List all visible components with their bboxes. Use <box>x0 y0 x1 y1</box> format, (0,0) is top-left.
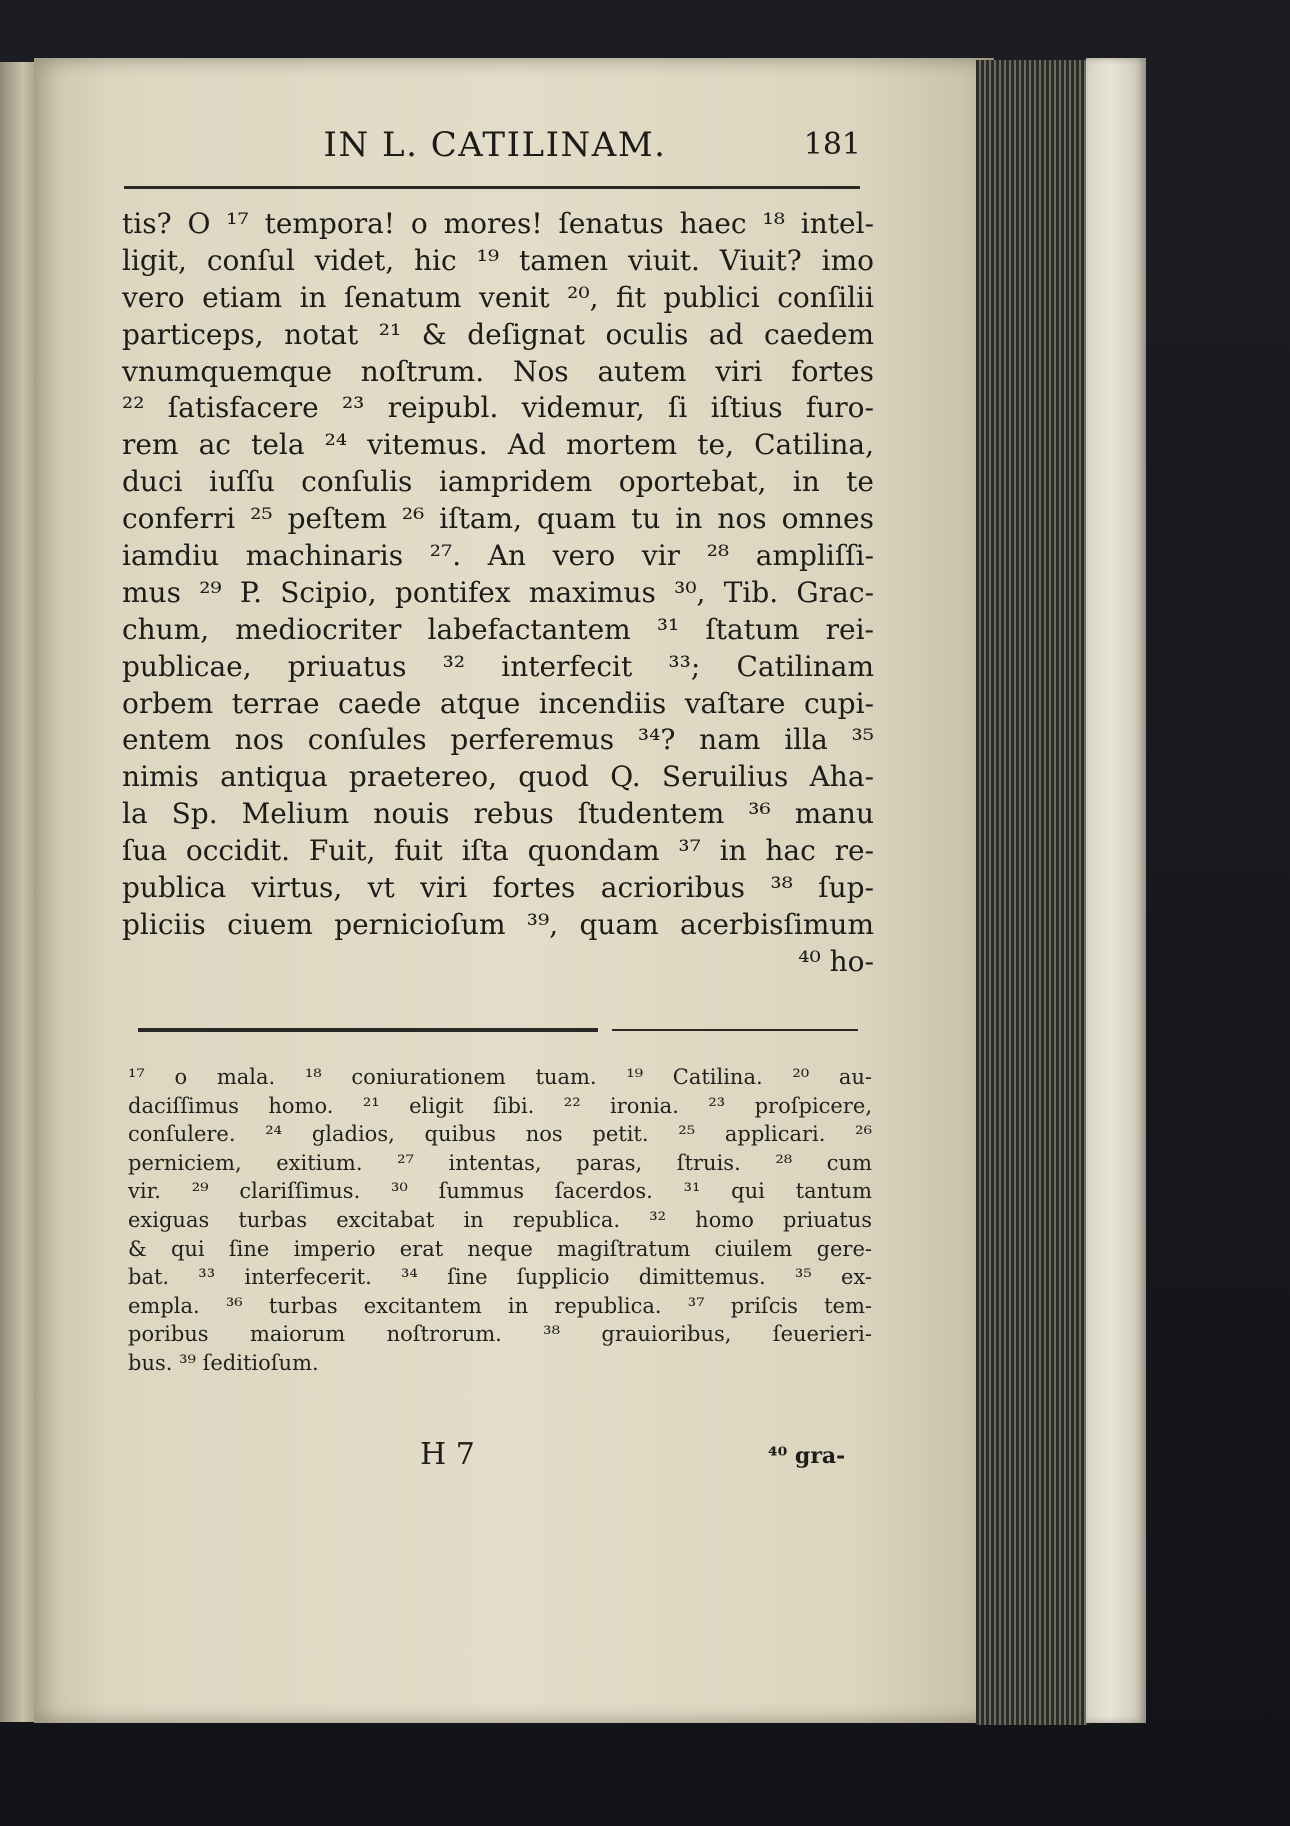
footnote-line: bus. ³⁹ ſeditioſum. <box>128 1350 319 1375</box>
footnote-line: daciſſimus homo. ²¹ eligit ſibi. ²² ironia. ²³ proſpicere, <box>128 1093 872 1118</box>
text-line: vero etiam in ſenatum venit ²⁰, fit publici conſilii <box>122 280 874 314</box>
footnote-line: bat. ³³ interfecerit. ³⁴ ſine ſupplicio dimittemus. ³⁵ ex- <box>128 1265 872 1290</box>
text-line: ²² ſatisfacere ²³ reipubl. videmur, ſi iſtius furo- <box>122 391 874 425</box>
text-line: ſua occidit. Fuit, fuit iſta quondam ³⁷ in hac re- <box>122 834 874 868</box>
text-line: iamdiu machinaris ²⁷. An vero vir ²⁸ ampliſſi- <box>122 539 874 573</box>
text-line: particeps, notat ²¹ & deſignat oculis ad caedem <box>122 317 874 351</box>
running-head <box>125 125 865 175</box>
footnote-line: & qui ſine imperio erat neque magiſtratum ciuilem gere- <box>128 1236 872 1261</box>
footnote-line: exiguas turbas excitabat in republica. ³² homo priuatus <box>128 1207 872 1232</box>
facing-page-edge <box>0 62 38 1722</box>
footnote-line: ¹⁷ o mala. ¹⁸ coniurationem tuam. ¹⁹ Catilina. ²⁰ au- <box>128 1065 872 1089</box>
text-line: chum, mediocriter labefactantem ³¹ ſtatum rei- <box>122 612 874 646</box>
text-line: publica virtus, vt viri fortes acrioribus ³⁸ ſup- <box>122 871 874 905</box>
text-line: conferri ²⁵ peſtem ²⁶ iſtam, quam tu in nos omnes <box>122 502 874 536</box>
head-rule <box>124 186 860 189</box>
text-line: ⁴⁰ ho- <box>798 944 874 978</box>
text-line: orbem terrae caede atque incendiis vaſtare cupi- <box>122 686 874 720</box>
text-line: mus ²⁹ P. Scipio, pontifex maximus ³⁰, Tib. Grac- <box>122 575 874 609</box>
signature-mark: H 7 <box>420 1437 475 1472</box>
footnote-line: conſulere. ²⁴ gladios, quibus nos petit. ²⁵ applicari. ²⁶ <box>128 1122 872 1147</box>
footnotes-block <box>128 1063 872 1378</box>
text-line: vnumquemque noſtrum. Nos autem viri fortes <box>122 354 874 388</box>
text-line: publicae, priuatus ³² interfecit ³³; Catilinam <box>122 649 874 683</box>
text-line: rem ac tela ²⁴ vitemus. Ad mortem te, Catilina, <box>122 428 874 462</box>
text-line: entem nos conſules perferemus ³⁴? nam illa ³⁵ <box>122 723 874 757</box>
text-block-edges <box>976 60 1090 1725</box>
footnote-rule-short <box>612 1029 858 1031</box>
text-line: nimis antiqua praetereo, quod Q. Seruilius Aha- <box>122 760 874 794</box>
book-cover <box>1086 58 1146 1723</box>
text-line: duci iuſſu conſulis iampridem oportebat, in te <box>122 465 874 499</box>
main-text-block <box>122 206 874 981</box>
page-number: 181 <box>803 127 861 162</box>
text-line: tis? O ¹⁷ tempora! o mores! ſenatus haec ¹⁸ intel- <box>122 207 874 240</box>
text-line: ligit, conſul videt, hic ¹⁹ tamen viuit. Viuit? imo <box>122 243 874 277</box>
footnote-line: perniciem, exitium. ²⁷ intentas, paras, ſtruis. ²⁸ cum <box>128 1150 872 1175</box>
footnote-line: vir. ²⁹ clariſſimus. ³⁰ ſummus ſacerdos. ³¹ qui tantum <box>128 1179 872 1204</box>
footnote-rule <box>138 1028 858 1032</box>
catchword: ⁴⁰ gra- <box>768 1443 846 1469</box>
footnote-line: poribus maiorum noſtrorum. ³⁸ grauioribus, ſeuerieri- <box>128 1322 872 1347</box>
text-line: pliciis ciuem pernicioſum ³⁹, quam acerbisſimum <box>122 907 874 941</box>
running-head-title: IN L. CATILINAM. <box>323 125 667 165</box>
footnote-line: empla. ³⁶ turbas excitantem in republica. ³⁷ priſcis tem- <box>128 1293 872 1318</box>
footnote-rule-long <box>138 1028 598 1032</box>
text-line: la Sp. Melium nouis rebus ſtudentem ³⁶ manu <box>122 797 874 831</box>
